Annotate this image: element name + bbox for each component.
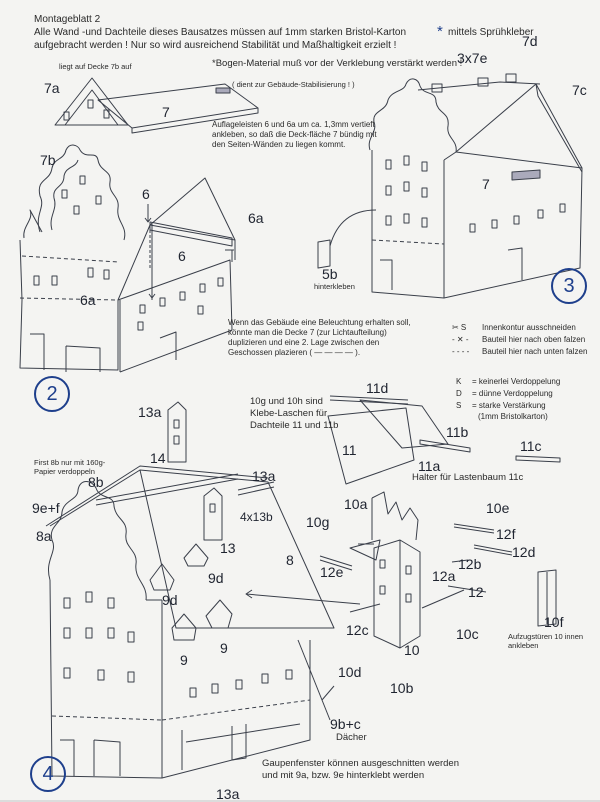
part-label: 8a xyxy=(36,528,52,544)
part-label: 8 xyxy=(286,552,294,568)
part-label: 7a xyxy=(44,80,60,96)
legend-code-text: = dünne Verdoppelung xyxy=(472,389,553,398)
part-label: 4x13b xyxy=(240,510,273,524)
legend-symbol: ✂ S xyxy=(452,323,467,332)
legend-codes-note: (1mm Bristolkarton) xyxy=(478,412,548,421)
lighting-note: Wenn das Gebäude eine Beleuchtung erhalten soll, könnte man die Decke 7 (zur Lichtaufteilung) duplizieren und eine 2. Lage zwischen den Geschossen plazieren ( — — — — ). xyxy=(228,318,411,357)
part-label: 6a xyxy=(248,210,264,226)
part-label: 12d xyxy=(512,544,536,560)
part-label: 10 xyxy=(404,642,420,658)
note-8b: First 8b nur mit 160g-Papier verdoppeln xyxy=(34,458,106,476)
part-label: 11c xyxy=(520,438,542,454)
part-label: 9 xyxy=(180,652,188,668)
part-label: 7c xyxy=(572,82,587,98)
part-label: 9b+c xyxy=(330,716,361,732)
part-label: 13 xyxy=(220,540,236,556)
part-label: 12b xyxy=(458,556,482,572)
legend-code: D xyxy=(456,389,462,398)
legend-code-text: = starke Verstärkung xyxy=(472,401,546,410)
part-label: 6 xyxy=(178,248,186,264)
part-label: 7 xyxy=(482,176,490,192)
sheet-title: Montageblatt 2 xyxy=(34,14,101,25)
legend-code: S xyxy=(456,401,462,410)
note-10f: Aufzugstüren 10 innen ankleben xyxy=(508,632,584,650)
part-label: 11b xyxy=(446,424,469,440)
part-label: 14 xyxy=(150,450,166,466)
part-label: 10g xyxy=(306,514,330,530)
step-3-badge: 3 xyxy=(551,268,587,304)
part-label: 13a xyxy=(216,786,240,802)
legend-text: Bauteil hier nach unten falzen xyxy=(482,347,588,356)
note-5b: hinterkleben xyxy=(314,282,355,291)
legend-text: Bauteil hier nach oben falzen xyxy=(482,335,586,344)
part-label: 9 xyxy=(220,640,228,656)
part-label: 8b xyxy=(88,474,104,490)
legend-text: Innenkontur ausschneiden xyxy=(482,323,576,332)
part-label: 6 xyxy=(142,186,150,202)
step-4-badge: 4 xyxy=(30,756,66,792)
part-label: 12 xyxy=(468,584,484,600)
intro-line-1: Alle Wand -und Dachteile dieses Bausatzes müssen auf 1mm starken Bristol-Karton xyxy=(34,27,407,38)
part-label: 3x7e xyxy=(457,50,488,66)
part-label: 7d xyxy=(522,33,538,49)
part-label: 10d xyxy=(338,664,362,680)
part-label: 9e+f xyxy=(32,500,60,516)
legend-code: K xyxy=(456,377,462,386)
note-11a: Halter für Lastenbaum 11c xyxy=(412,472,524,483)
part-label: 10b xyxy=(390,680,414,696)
part-label: 7 xyxy=(162,104,170,120)
note-7: ( dient zur Gebäude-Stabilisierung ! ) xyxy=(232,80,355,89)
part-label: 12a xyxy=(432,568,456,584)
part-label: 10c xyxy=(456,626,479,642)
reinforce-note: *Bogen-Material muß vor der Verklebung verstärkt werden ! xyxy=(212,58,463,69)
part-label: 5b xyxy=(322,266,338,282)
part-label: 11 xyxy=(342,442,357,458)
part-label: 10a xyxy=(344,496,368,512)
part-label: 12f xyxy=(496,526,516,542)
part-label: 6a xyxy=(80,292,96,308)
star-mark: * xyxy=(437,23,443,40)
note-10g: 10g und 10h sind Klebe-Laschen für Dachteile 11 und 11b xyxy=(250,396,339,431)
note-gaupen: Gaupenfenster können ausgeschnitten werden und mit 9a, bzw. 9e hinterklebt werden xyxy=(262,758,459,781)
part-label: 7b xyxy=(40,152,56,168)
part-label: 10f xyxy=(544,614,564,630)
note-7a: liegt auf Decke 7b auf xyxy=(59,62,132,71)
part-label: 13a xyxy=(252,468,276,484)
part-label: 11a xyxy=(418,458,441,474)
part-label: 9d xyxy=(208,570,224,586)
part-label: 13a xyxy=(138,404,162,420)
part-label: 11d xyxy=(366,380,389,396)
note-auflageleisten: Auflageleisten 6 und 6a um ca. 1,3mm vertieft ankleben, so daß die Deck-fläche 7 bündig mit den Seiten-Wänden zu liegen kommt. xyxy=(212,120,377,149)
legend-code-text: = keinerlei Verdoppelung xyxy=(472,377,561,386)
note-9bc: Dächer xyxy=(336,732,367,743)
part-label: 12c xyxy=(346,622,369,638)
part-label: 12e xyxy=(320,564,344,580)
part-label: 9d xyxy=(162,592,178,608)
part-label: 10e xyxy=(486,500,510,516)
legend-symbol: - ✕ - xyxy=(452,335,469,344)
intro-line-2: aufgebracht werden ! Nur so wird ausreichend Stabilität und Maßhaltigkeit erzielt ! xyxy=(34,40,397,51)
legend-symbol: - - - - xyxy=(452,347,470,356)
intro-line-1b: mittels Sprühkleber xyxy=(448,27,534,38)
step-2-badge: 2 xyxy=(34,376,70,412)
